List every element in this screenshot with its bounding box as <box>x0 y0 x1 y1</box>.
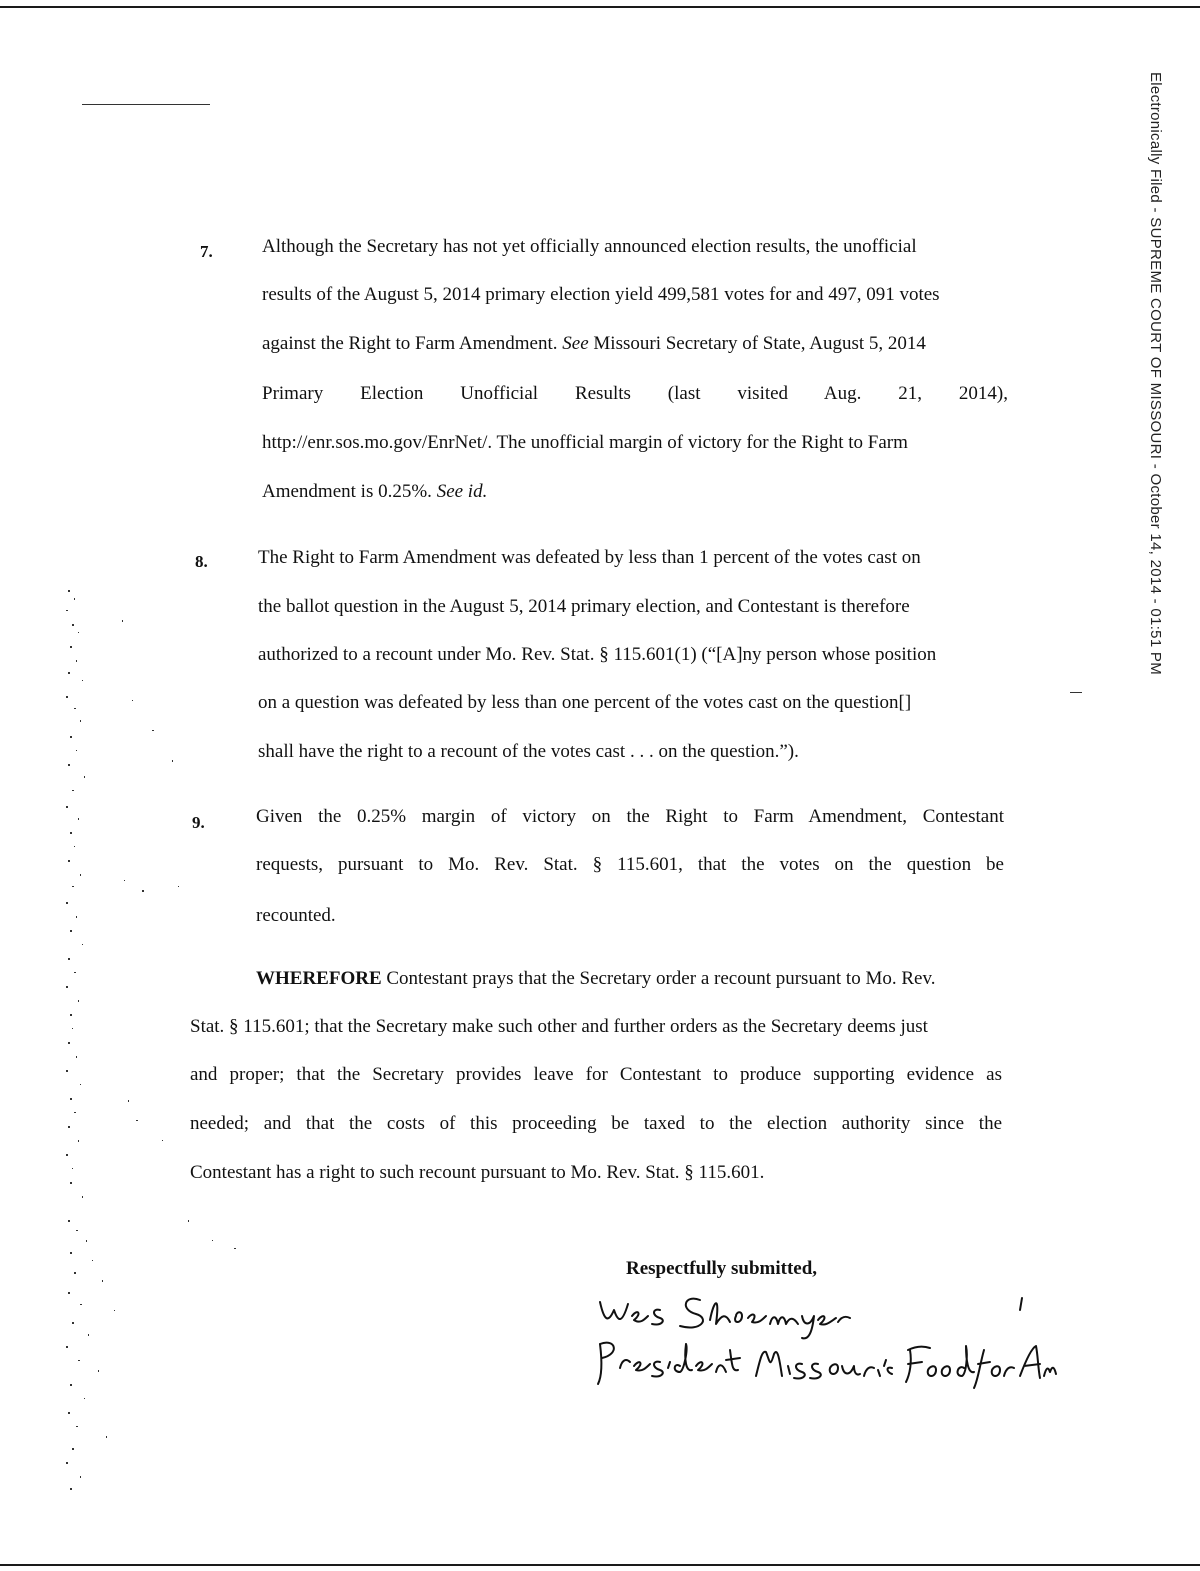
text-run: against the Right to Farm Amendment. <box>262 333 558 354</box>
paragraph-line <box>262 333 926 355</box>
paragraph-number: 9. <box>192 813 205 832</box>
paragraph-line <box>256 968 935 990</box>
paragraph-line <box>262 481 487 503</box>
paragraph-line: The Right to Farm Amendment was defeated by less than 1 percent of the votes cast on <box>258 547 921 568</box>
paragraph-line: Given the 0.25% margin of victory on the Right to Farm Amendment, Contestant <box>256 806 1004 827</box>
citation-signal: See <box>562 333 589 354</box>
page-top-edge <box>0 6 1200 8</box>
paragraph-line: http://enr.sos.mo.gov/EnrNet/. The unofficial margin of victory for the Right to Farm <box>262 432 908 453</box>
paragraph-line: results of the August 5, 2014 primary election yield 499,581 votes for and 497, 091 votes <box>262 284 940 305</box>
citation-signal: See id. <box>436 481 488 502</box>
paragraph-line: recounted. <box>256 905 336 926</box>
text-run: Missouri Secretary of State, August 5, 2014 <box>593 333 926 354</box>
stray-mark <box>82 104 210 105</box>
stray-mark <box>1070 692 1082 693</box>
text-run: Contestant prays that the Secretary order a recount pursuant to Mo. Rev. <box>386 968 936 989</box>
scan-noise <box>62 580 242 1500</box>
paragraph-line: Although the Secretary has not yet officially announced election results, the unofficial <box>262 236 917 257</box>
paragraph-number: 7. <box>200 242 213 261</box>
paragraph-line: Contestant has a right to such recount pursuant to Mo. Rev. Stat. § 115.601. <box>190 1162 765 1183</box>
paragraph-line: the ballot question in the August 5, 2014 primary election, and Contestant is therefore <box>258 596 910 617</box>
wherefore-lead: WHEREFORE <box>256 968 382 989</box>
paragraph-line: authorized to a recount under Mo. Rev. Stat. § 115.601(1) (“[A]ny person whose position <box>258 644 937 665</box>
handwritten-signature <box>580 1280 1060 1390</box>
paragraph-line: needed; and that the costs of this proceeding be taxed to the election authority since the <box>190 1113 1002 1134</box>
paragraph-line: on a question was defeated by less than one percent of the votes cast on the question[] <box>258 692 912 713</box>
paragraph-line: shall have the right to a recount of the votes cast . . . on the question.”). <box>258 741 799 762</box>
page-bottom-edge <box>0 1564 1200 1566</box>
paragraph-line: requests, pursuant to Mo. Rev. Stat. § 115.601, that the votes on the question be <box>256 854 1004 875</box>
paragraph-line: Primary Election Unofficial Results (last visited Aug. 21, 2014), <box>262 383 1008 404</box>
paragraph-line: Stat. § 115.601; that the Secretary make such other and further orders as the Secretary deems just <box>190 1016 928 1037</box>
paragraph-line: and proper; that the Secretary provides leave for Contestant to produce supporting evidence as <box>190 1064 1002 1085</box>
paragraph-number: 8. <box>195 552 208 571</box>
efiling-stamp: Electronically Filed - SUPREME COURT OF MISSOURI - October 14, 2014 - 01:51 PM <box>1147 72 1164 676</box>
text-run: Amendment is 0.25%. <box>262 481 432 502</box>
closing-salutation: Respectfully submitted, <box>626 1258 818 1279</box>
